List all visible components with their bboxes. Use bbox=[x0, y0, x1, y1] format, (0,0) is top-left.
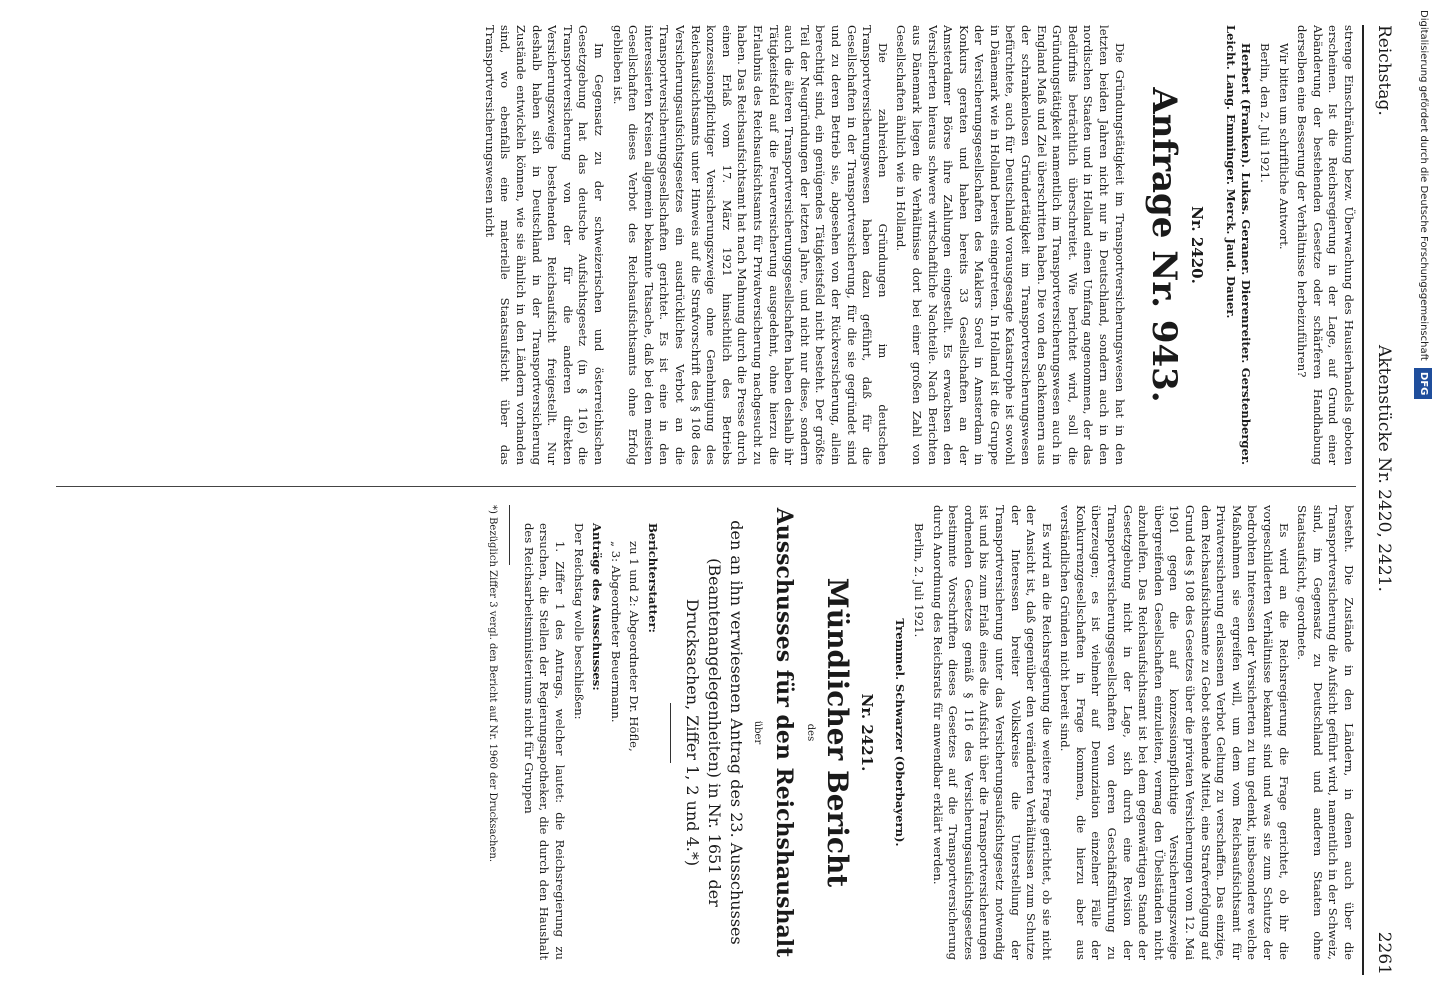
paragraph-1: Die Gründungstätigkeit im Transportversicherungswesen hat in den letzten beiden Jahren nicht nur in Deutschland, sondern auch in den nordischen Staaten und in Holland einen Umfang angenommen, der das Bedürfnis beträchtlich überschreitet. Wie berichtet wird, soll die Gründungstätigkeit namentlich im Transportversicherungswesen auch in England Maß und Ziel überschritten haben. Die von den Sachkennern aus der schrankenlosen Gründertätigkeit im Transportversicherungswesen befürchtete, auch für Deutschland vorausgesagte Katastrophe ist sowohl in Dänemark wie in Holland bereits eingetreten. In Holland ist die Gruppe der Versicherungsgesellschaften des Maklers Sorel in Amsterdam in Konkurs geraten und haben bereits 33 Gesellschaften an der Amsterdamer Börse ihre Zahlungen eingestellt. Es erwachsen den Versicherten hieraus schwere wirtschaftliche Nachteile. Nach Berichten aus Dänemark liegen die Verhältnisse dort bei einer großen Zahl von Gesellschaften ähnlich wie in Holland. bbox=[894, 25, 1127, 465]
signatures-right: Tremmel. Schwarzer (Oberbayern). bbox=[893, 618, 908, 847]
rapporteurs-heading: Berichterstatter: bbox=[646, 523, 660, 633]
date-left: Berlin, den 2. Juli 1921. bbox=[1258, 43, 1273, 183]
paragraph-3: Im Gegensatz zu der schweizerischen und österreichischen Gesetzgebung hat das deutsche Aufsichtsgesetz (in § 116) die Transportversicherung von der für die anderen direkten Versicherungszweige bestehenden Reichsaufsicht freigestellt. Nur deshalb haben sich in Deutschland in der Transportversicherung Zustände entwickeln können, wie sie ähnlich in den Ländern vorhanden sind, wo ebenfalls eine materielle Staatsaufsicht über das Transportversicherungswesen nicht bbox=[482, 25, 607, 465]
motion-1: 1. Ziffer 1 des Antrags, welcher lautet: die Reichsregierung zu ersuchen, die Stellen der Regierungsapotheker, die durch den Haushalt des Reichsarbeitsministeriums nicht für Gruppen bbox=[521, 523, 568, 960]
signatures-left: Herbert (Franken). Lukas. Geraner. Dierenreiter. Gerstenberger. Leicht. Lang. Emminger. Merck. Jaud. Dauer. bbox=[1223, 25, 1254, 465]
page-header bbox=[1362, 25, 1400, 975]
doc-number-2421: Nr. 2421. bbox=[857, 693, 876, 772]
footnote: *) Bezüglich Ziffer 3 vergl. den Bericht auf Nr. 1960 der Drucksachen. bbox=[487, 505, 499, 863]
digitization-text: Digitalisierung gefördert durch die Deutsche Forschungsgemeinschaft bbox=[1418, 10, 1429, 361]
report-ueber: über bbox=[751, 720, 763, 745]
date-right: Berlin, 2. Juli 1921. bbox=[911, 523, 926, 638]
dfg-logo: DFG bbox=[1414, 368, 1432, 399]
paragraph-r3: Es wird an die Reichsregierung die weitere Frage gerichtet, ob sie nicht der Ansicht ist, daß gegenüber den veränderten Verhältnissen zum Schutze der Interessen breiter Volkskreise die Unterstellung der Transportversicherung unter das Versicherungsaufsichtsgesetz notwendig ist und bis zum Erlaß eines die Aufsicht über die Transportversicherungen ordnenden Gesetzes gemäß § 116 des Versicherungsaufsichtsgesetzes bestimmte Vorschriften dieses Gesetzes auf die Transportversicherung durch Anordnung des Reichsrats für anwendbar erklärt werden. bbox=[930, 505, 1054, 960]
paragraph-2: Die zahlreichen Gründungen im deutschen Transportversicherungswesen haben dazu geführt, daß für die Gesellschaften in der Transportversicherung, für die sie gegründet sind und zu deren Betrieb sie, abgesehen von der Rückversicherung, allein berechtigt sind, ein genügendes Tätigkeitsfeld nicht besteht. Der größte Teil der Neugründungen der letzten Jahre, und nicht nur diese, sondern auch die älteren Transportversicherungsgesellschaften haben deshalb ihr Tätigkeitsfeld auf die Feuerversicherung ausgedehnt, ohne hierzu die Erlaubnis des Reichsaufsichtsamts für Privatversicherung nachgesucht zu haben. Das Reichsaufsichtsamt hat nach Mahnung durch die Presse durch einen Erlaß vom 17. März 1921 hinsichtlich des Betriebs konzessionspflichtiger Versicherungszweige ohne Genehmigung des Reichsaufsichtsamts unter Hinweis auf die Strafvorschrift des § 108 des Versicherungsaufsichtsgesetzes ein ausdrückliches Verbot an die Transportversicherungsgesellschaften gerichtet. Es ist eine in den interessierten Kreisen allgemein bekannte Tatsache, daß bei den meisten Gesellschaften dieses Verbot des Reichsaufsichtsamts ohne Erfolg geblieben ist. bbox=[610, 25, 890, 465]
doc-number-2420: Nr. 2420. bbox=[1188, 206, 1207, 284]
paragraph-r2: Es wird an die Reichsregierung die Frage gerichtet, ob ihr die vorgeschilderten Verhältnisse bekannt sind und was sie zum Schutze der bedrohten Interessen der Versicherten zu tun gedenkt, insbesondere welche Maßnahmen sie ergreifen will, um dem vom Reichsaufsichtsamt für Privatversicherung erlassenen Verbot Geltung zu verschaffen. Das einzige, dem Reichsaufsichtsamte zu Gebot stehende Mittel, eine Strafverfolgung auf Grund des § 108 des Gesetzes über die privaten Versicherungen vom 12. Mai 1901 gegen die auf konzessionspflichtige Versicherungszweige übergreifenden Gesellschaften einzuleiten, vermag den Übelständen nicht abzuhelfen. Das Reichsaufsichtsamt ist bei dem gegenwärtigen Stande der Gesetzgebung nicht in der Lage, sich durch eine Revision der Transportversicherungsgesellschaften von deren Geschäftsführung zu überzeugen; es ist vielmehr auf Denunziation einzelner Fälle der Konkurrenzgesellschaften in Frage kommen, die hierzu aber aus verständlichen Gründen nicht bereit sind. bbox=[1058, 505, 1291, 960]
page-number: 2261 bbox=[1374, 931, 1394, 975]
header-left: Reichstag. bbox=[1374, 25, 1394, 116]
report-des: des bbox=[805, 723, 817, 742]
right-column bbox=[40, 505, 1356, 960]
footnote-rule bbox=[509, 505, 510, 565]
inquiry-title: Anfrage Nr. 943. bbox=[1143, 87, 1184, 403]
paragraph-r1: besteht. Die Zustände in den Ländern, in denen auch über die Transportversicherung die Aufsicht geführt wird, namentlich in der Schweiz, sind, im Gegensatz zu Deutschland und anderen Staaten ohne Staatsaufsicht, geordnete. bbox=[1295, 505, 1356, 960]
rapporteur-2: „ 3: Abgeordneter Beuermann. bbox=[608, 541, 623, 723]
rapporteur-1: zu 1 und 2: Abgeordneter Dr. Höfle, bbox=[627, 541, 642, 752]
divider-rule bbox=[670, 703, 671, 763]
document-page bbox=[40, 25, 1400, 975]
report-title: Mündlicher Bericht bbox=[821, 577, 855, 888]
digitization-note bbox=[1412, 10, 1432, 990]
request-text: Wir bitten um schriftliche Antwort. bbox=[1276, 43, 1291, 250]
report-subject: den an ihn verwiesenen Antrag des 23. Ausschusses (Beamtenangelegenheiten) in Nr. 1651 der Drucksachen, Ziffer 1, 2 und 4.*) bbox=[683, 520, 746, 945]
committee-title: Ausschusses für den Reichshaushalt bbox=[770, 507, 797, 958]
intro-text: strenge Einschränkung bezw. Überwachung des Hausierhandels geboten erscheinen. Ist die Reichsregierung in der Lage, auf Grund einer Abänderung der bestehenden Gesetze oder schärferen Handhabung derselben eine Besserung der Verhältnisse herbeizuführen? bbox=[1295, 25, 1356, 465]
left-column bbox=[40, 25, 1356, 465]
motions-intro: Der Reichstag wolle beschließen: bbox=[571, 523, 586, 720]
column-divider bbox=[56, 486, 1356, 487]
motions-heading: Anträge des Ausschusses: bbox=[590, 523, 605, 691]
header-center: Aktenstücke Nr. 2420, 2421. bbox=[1374, 345, 1394, 592]
